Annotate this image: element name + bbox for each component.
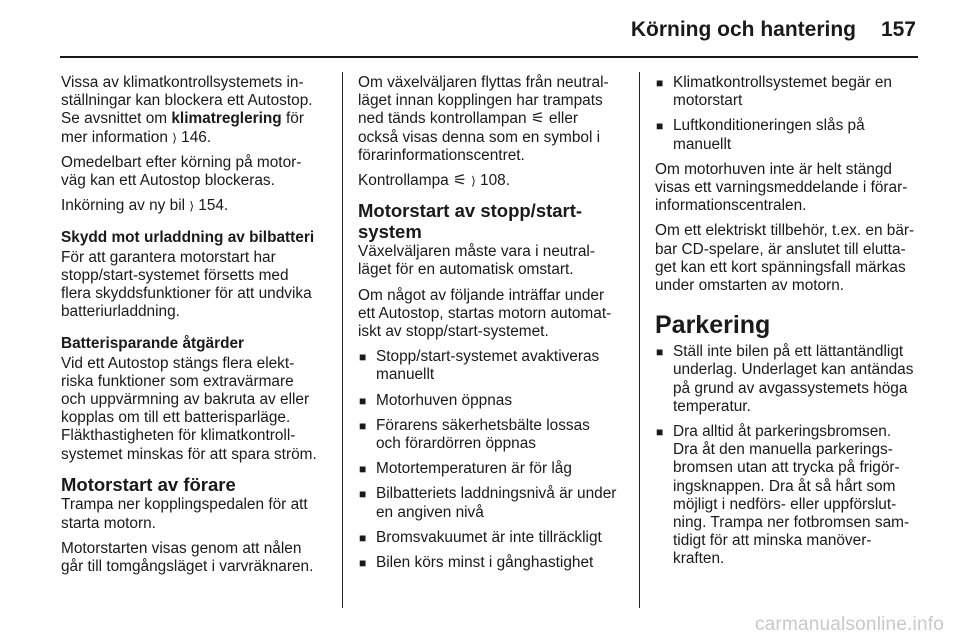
column-divider-1	[342, 72, 343, 608]
column-divider-2	[639, 72, 640, 608]
paragraph-gear-selector: Om växelväljaren flyttas från neutral- läget innan kopplingen har trampats ned tänds kontrollampan ⚟ eller också visas denna som en symbol i förarinformationscentret.	[358, 74, 609, 164]
page-ref-icon: ⟩	[189, 199, 195, 214]
bullet-icon: ■	[656, 345, 664, 360]
list-item: ■ Stopp/start-systemet avaktiveras manuellt	[359, 348, 600, 384]
heading-battery-protection: Skydd mot urladdning av bilbatteri	[61, 229, 315, 247]
bullet-icon: ■	[359, 530, 367, 545]
paragraph-battery-saving: Vid ett Autostop stängs flera elekt- riska funktioner som extravärmare och uppvärmning av bakruta av eller kopplas om till ett batterisparläge. Fläkthastigheten för klimatkontroll- systemet minskas för att spara ström.	[61, 354, 317, 463]
bullet-icon: ■	[359, 556, 367, 571]
list-item: ■ Motorhuven öppnas	[359, 391, 513, 409]
paragraph-neutral: Växelväljaren måste vara i neutral- läget för en automatisk omstart.	[358, 243, 595, 279]
list-item: ■ Bilen körs minst i gånghastighet	[359, 554, 594, 572]
paragraph-highway: Omedelbart efter körning på motor- väg kan ett Autostop blockeras.	[61, 153, 302, 190]
page-ref-icon: ⟩	[471, 174, 476, 189]
bullet-icon: ■	[359, 418, 367, 433]
page-ref[interactable]: 154.	[194, 197, 229, 215]
paragraph-climate: Vissa av klimatkontrollsystemets in- ställningar kan blockera ett Autostop. Se avsnittet om klimatreglering för mer information ⟩ 146.	[61, 74, 313, 146]
list-item: ■ Ställ inte bilen på ett lättantändligt underlag. Underlaget kan antändas på grund av avgassystemets höga temperatur.	[656, 343, 914, 415]
list-item: ■ Luftkonditioneringen slås på manuellt	[656, 117, 865, 153]
list-item: ■ Dra alltid åt parkeringsbromsen. Dra åt den manuella parkerings- bromsen utan att trycka på frigör- ingsknappen. Dra åt så hårt som möjligt i nedförs- eller uppförslut- ning. Trampa ner fotbromsen sam- tidigt för att minska manöver- kraften.	[656, 423, 910, 568]
page-ref[interactable]: 108.	[475, 172, 510, 190]
parking-list	[655, 343, 925, 568]
paragraph-voltage-drop: Om ett elektriskt tillbehör, t.ex. en bär- bar CD-spelare, är anslutet till elutta- get kan ett kort spänningsfall märkas under omstarten av motorn.	[655, 222, 915, 295]
autostop-lamp-icon: ⚟	[530, 110, 545, 128]
header-rule	[60, 56, 918, 58]
paragraph-tachometer: Motorstarten visas genom att nålen går till tomgångsläget i varvräknaren.	[61, 539, 314, 575]
restart-conditions-list-continued	[655, 74, 925, 154]
heading-parking: Parkering	[655, 311, 771, 340]
heading-battery-saving: Batterisparande åtgärder	[61, 335, 245, 353]
page-ref-icon: ⟩	[172, 130, 177, 145]
paragraph-hood-warning: Om motorhuven inte är helt stängd visas ett varningsmeddelande i förar- informationscentralen.	[655, 160, 908, 215]
restart-conditions-list	[358, 348, 628, 572]
bullet-icon: ■	[359, 487, 367, 502]
bullet-icon: ■	[656, 425, 664, 440]
bullet-icon: ■	[359, 462, 367, 477]
paragraph-control-lamp: Kontrollampa ⚟ ⟩ 108.	[358, 172, 510, 190]
column-3	[655, 74, 925, 576]
page-ref[interactable]: 146.	[176, 128, 212, 146]
watermark: carmanualsonline.info	[754, 614, 944, 635]
list-item: ■ Bromsvakuumet är inte tillräckligt	[359, 528, 602, 546]
column-2	[358, 74, 628, 579]
paragraph-break-in: Inkörning av ny bil ⟩ 154.	[61, 197, 229, 215]
heading-system-start: Motorstart av stopp/start- system	[358, 200, 583, 242]
climate-link[interactable]: klimatreglering	[171, 110, 282, 128]
bullet-icon: ■	[359, 350, 367, 365]
autostop-lamp-icon: ⚟	[452, 172, 467, 190]
paragraph-battery-protection: För att garantera motorstart har stopp/start-systemet försetts med flera skyddsfunktioner för att undvika batteriurladdning.	[61, 248, 312, 321]
list-item: ■ Klimatkontrollsystemet begär en motorstart	[656, 74, 892, 110]
list-item: ■ Motortemperaturen är för låg	[359, 460, 572, 478]
list-item: ■ Förarens säkerhetsbälte lossas och förardörren öppnas	[359, 416, 590, 453]
heading-driver-start: Motorstart av förare	[61, 473, 236, 495]
column-1	[61, 74, 331, 583]
paragraph-conditions: Om något av följande inträffar under ett Autostop, startas motorn automat- iskt av stopp/start-systemet.	[358, 286, 612, 341]
bullet-icon: ■	[656, 119, 664, 134]
header-title: Körning och hantering	[630, 18, 856, 41]
paragraph-clutch: Trampa ner kopplingspedalen för att starta motorn.	[61, 496, 308, 532]
page-number: 157	[880, 18, 916, 41]
bullet-icon: ■	[656, 76, 664, 90]
list-item: ■ Bilbatteriets laddningsnivå är under en angiven nivå	[359, 485, 617, 521]
bullet-icon: ■	[359, 393, 367, 408]
